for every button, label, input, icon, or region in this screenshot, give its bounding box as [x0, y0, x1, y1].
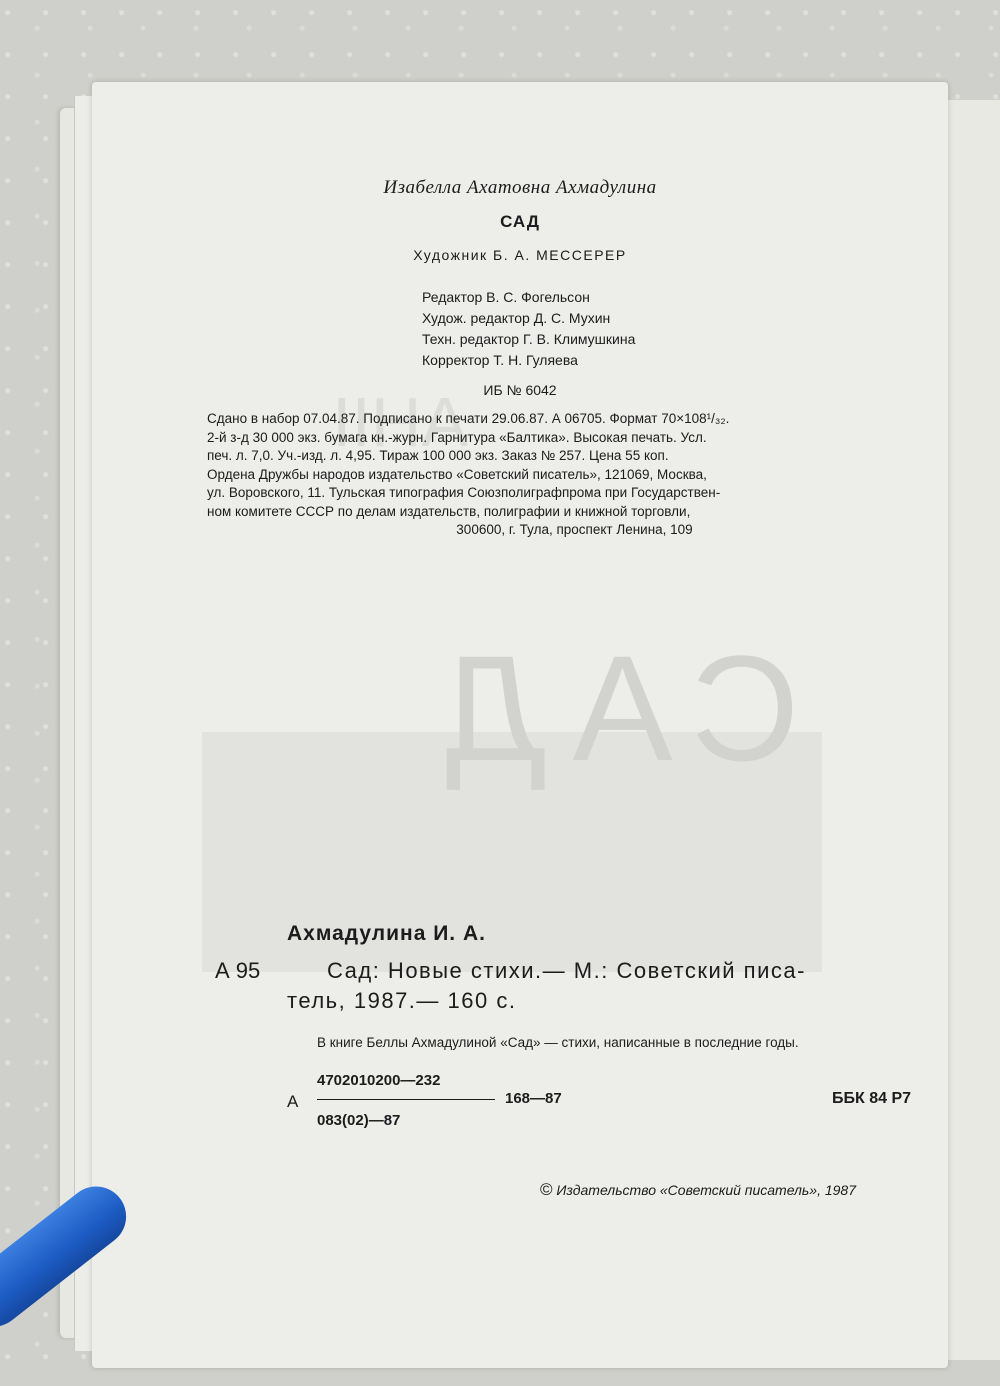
- bib-author: Ахмадулина И. А.: [287, 922, 486, 945]
- editor-credit: Редактор В. С. Фогельсон: [422, 289, 590, 305]
- imprint-line: 2-й з-д 30 000 экз. бумага кн.-журн. Гарнитура «Балтика». Высокая печать. Усл.: [207, 429, 707, 445]
- bib-author-code: А 95: [215, 958, 261, 983]
- imprint-block: [207, 410, 922, 540]
- imprint-line: Ордена Дружбы народов издательство «Советский писатель», 121069, Москва,: [207, 466, 707, 482]
- show-through-text: ΑΗΙΙ: [332, 383, 469, 461]
- catalog-number-top: 4702010200—232: [317, 1072, 441, 1089]
- catalog-letter: А: [287, 1092, 299, 1111]
- catalog-fraction-rule: [317, 1099, 495, 1100]
- copyright-text: Издательство «Советский писатель», 1987: [556, 1182, 857, 1198]
- staff-credits: [422, 287, 635, 371]
- artist-credit: Художник Б. А. МЕССЕРЕР: [413, 247, 627, 263]
- ib-number: ИБ № 6042: [483, 382, 557, 398]
- art-editor-credit: Худож. редактор Д. С. Мухин: [422, 310, 611, 326]
- bib-annotation: В книге Беллы Ахмадулиной «Сад» — стихи, написанные в последние годы.: [317, 1035, 799, 1050]
- imprint-line: Сдано в набор 07.04.87. Подписано к печати 29.06.87. А 06705. Формат 70×108¹/₃₂.: [207, 411, 730, 426]
- book-author: Изабелла Ахатовна Ахмадулина: [383, 177, 657, 198]
- copyright-notice: [540, 1180, 856, 1200]
- catalog-number-mid: 168—87: [505, 1090, 562, 1107]
- book-title: САД: [500, 212, 540, 231]
- bib-description-line: Сад: Новые стихи.— М.: Советский писа-: [327, 958, 806, 983]
- bib-description-line: тель, 1987.— 160 с.: [287, 988, 517, 1013]
- imprint-address: 300600, г. Тула, проспект Ленина, 109: [456, 522, 693, 537]
- show-through-title: САД: [422, 624, 800, 792]
- proofreader-credit: Корректор Т. Н. Гуляева: [422, 352, 578, 368]
- bbk-code: ББК 84 Р7: [832, 1090, 912, 1107]
- imprint-line: печ. л. 7,0. Уч.-изд. л. 4,95. Тираж 100 000 экз. Заказ № 257. Цена 55 коп.: [207, 448, 669, 463]
- catalog-number-bottom: 083(02)—87: [317, 1112, 401, 1129]
- imprint-line: ул. Воровского, 11. Тульская типография Союзполиграфпрома при Государствен-: [207, 485, 721, 500]
- imprint-line: ном комитете СССР по делам издательств, полиграфии и книжной торговли,: [207, 503, 691, 519]
- book-page: [92, 82, 948, 1368]
- copyright-icon: ©: [540, 1180, 553, 1199]
- tech-editor-credit: Техн. редактор Г. В. Климушкина: [422, 331, 636, 347]
